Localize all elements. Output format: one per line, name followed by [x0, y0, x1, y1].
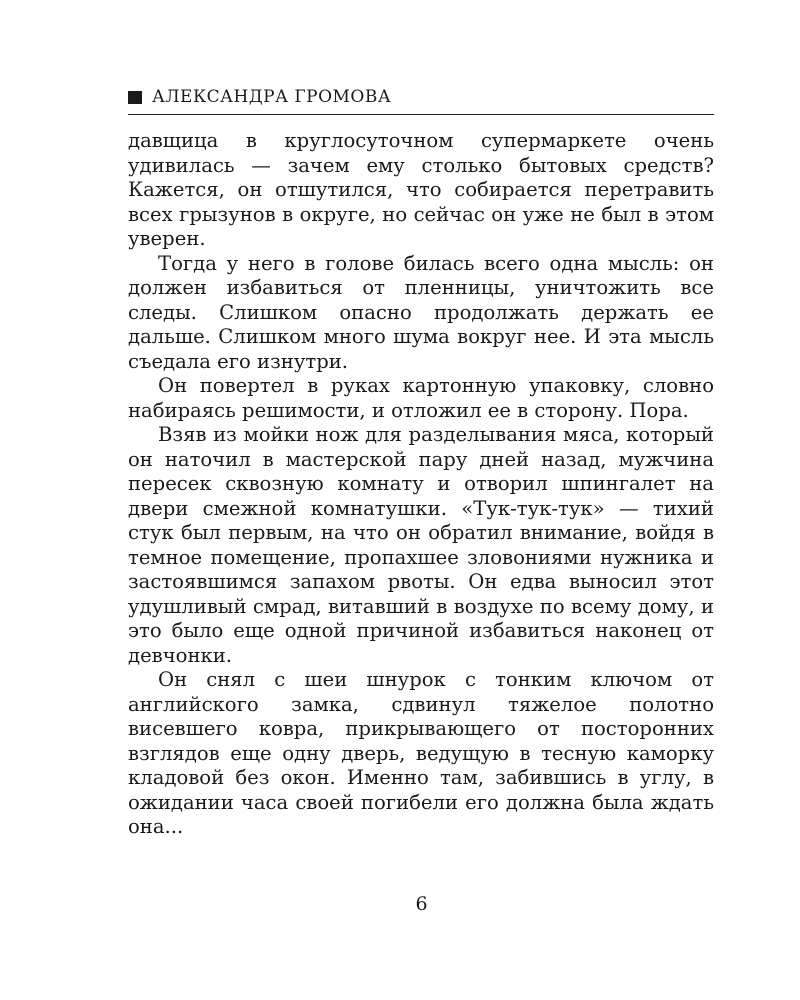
author-name: АЛЕКСАНДРА ГРОМОВА [152, 87, 392, 107]
paragraph: давщица в круглосуточном супермаркете очень удивилась — зачем ему столько бытовых средств? Кажется, он отшутился, что собирается перетравить всех грызунов в округе, но сейчас он уже не был в этом уверен. [128, 129, 714, 250]
paragraph: Он снял с шеи шнурок с тонким ключом от английского замка, сдвинул тяжелое полотно висевшего ковра, прикрывающего от посторонних взглядов еще одну дверь, ведущую в тесную каморку кладовой без окон. Именно там, забившись в углу, в ожидании часа своей погибели его должна была ждать она... [128, 668, 714, 838]
book-page [128, 82, 714, 840]
paragraph: Взяв из мойки нож для разделывания мяса, который он наточил в мастерской пару дней назад, мужчина пересек сквозную комнату и отворил шпингалет на двери смежной комнатушки. «Тук-тук-тук» — тихий стук был первым, на что он обратил внимание, войдя в темное помещение, пропахшее зловониями нужника и застоявшимся запахом рвоты. Он едва выносил этот удушливый смрад, витавший в воздухе по всему дому, и это было еще одной причиной избавиться наконец от девчонки. [128, 423, 714, 667]
body-text [128, 129, 714, 840]
page-number: 6 [415, 893, 428, 915]
running-header [128, 82, 714, 115]
paragraph: Тогда у него в голове билась всего одна мысль: он должен избавиться от пленницы, уничтожить все следы. Слишком опасно продолжать держать ее дальше. Слишком много шума вокруг нее. И эта мысль съедала его изнутри. [128, 251, 714, 373]
paragraph: Он повертел в руках картонную упаковку, словно набираясь решимости, и отложил ее в сторону. Пора. [128, 374, 714, 422]
black-square-icon [128, 91, 142, 104]
